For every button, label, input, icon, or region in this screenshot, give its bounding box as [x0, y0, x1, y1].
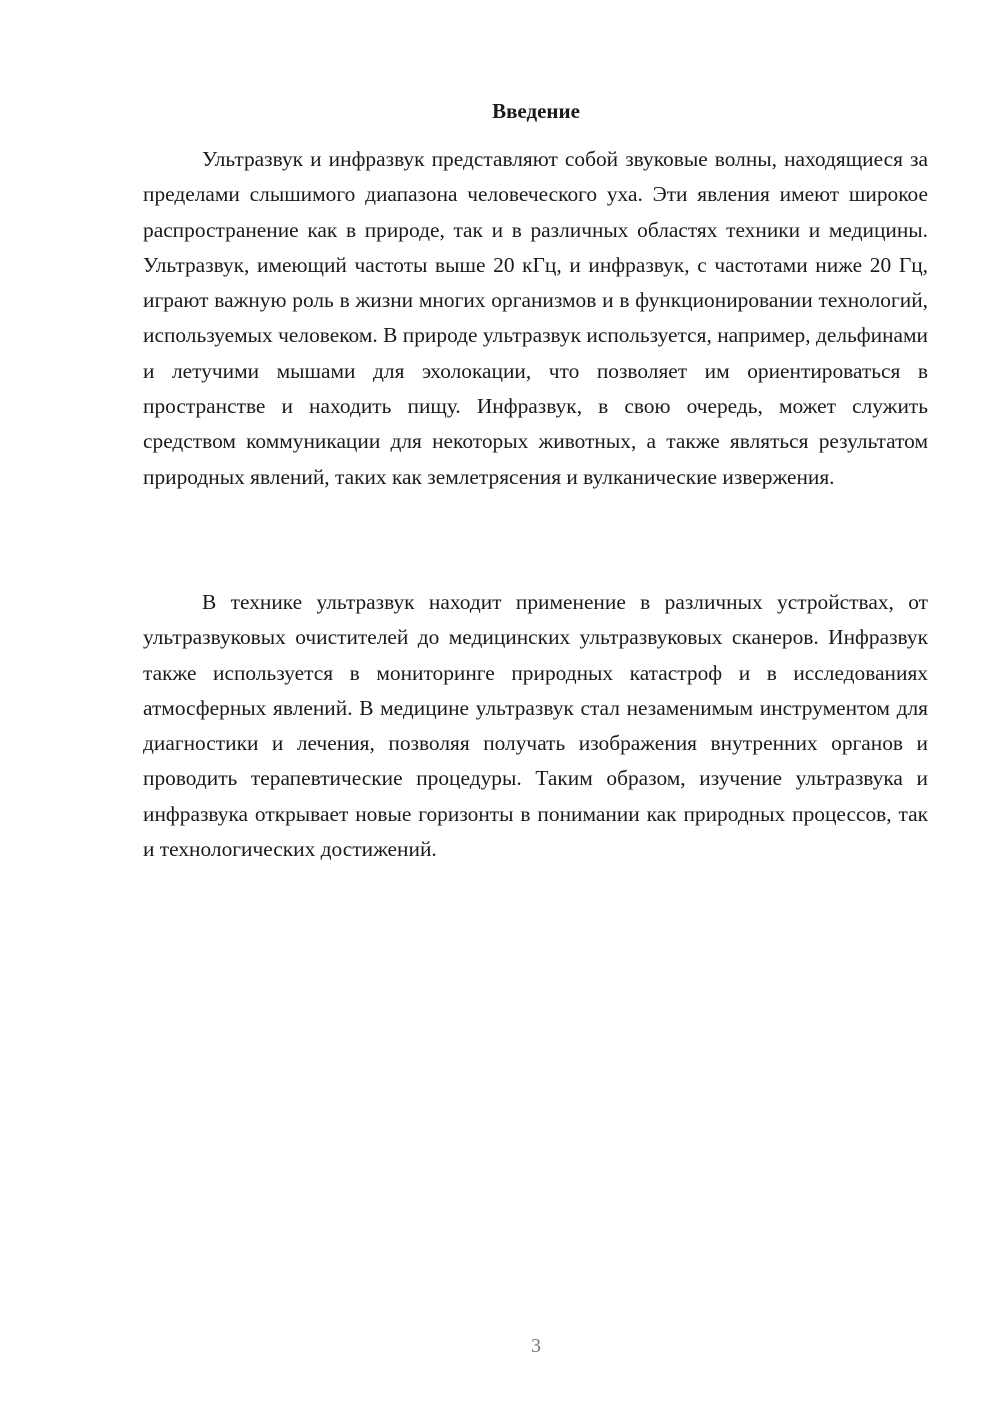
paragraph-1: Ультразвук и инфразвук представляют собой звуковые волны, находящиеся за пределами слышимого диапазона человеческого уха. Эти явления имеют широкое распространение как в природе, так и в различных областях техники и медицины. Ультразвук, имеющий частоты выше 20 кГц, и инфразвук, с частотами ниже 20 Гц, играют важную роль в жизни многих организмов и в функционировании технологий, используемых человеком. В природе ультразвук используется, например, дельфинами и летучими мышами для эхолокации, что позволяет им ориентироваться в пространстве и находить пищу. Инфразвук, в свою очередь, может служить средством коммуникации для некоторых животных, а также являться результатом природных явлений, таких как землетрясения и вулканические извержения.: [143, 147, 928, 489]
page-number: 3: [531, 1335, 541, 1357]
paragraph-2: В технике ультразвук находит применение в различных устройствах, от ультразвуковых очистителей до медицинских ультразвуковых сканеров. Инфразвук также используется в мониторинге природных катастроф и в исследованиях атмосферных явлений. В медицине ультразвук стал незаменимым инструментом для диагностики и лечения, позволяя получать изображения внутренних органов и проводить терапевтические процедуры. Таким образом, изучение ультразвука и инфразвука открывает новые горизонты в понимании как природных процессов, так и технологических достижений.: [143, 590, 928, 862]
section-heading: Введение: [492, 99, 580, 123]
